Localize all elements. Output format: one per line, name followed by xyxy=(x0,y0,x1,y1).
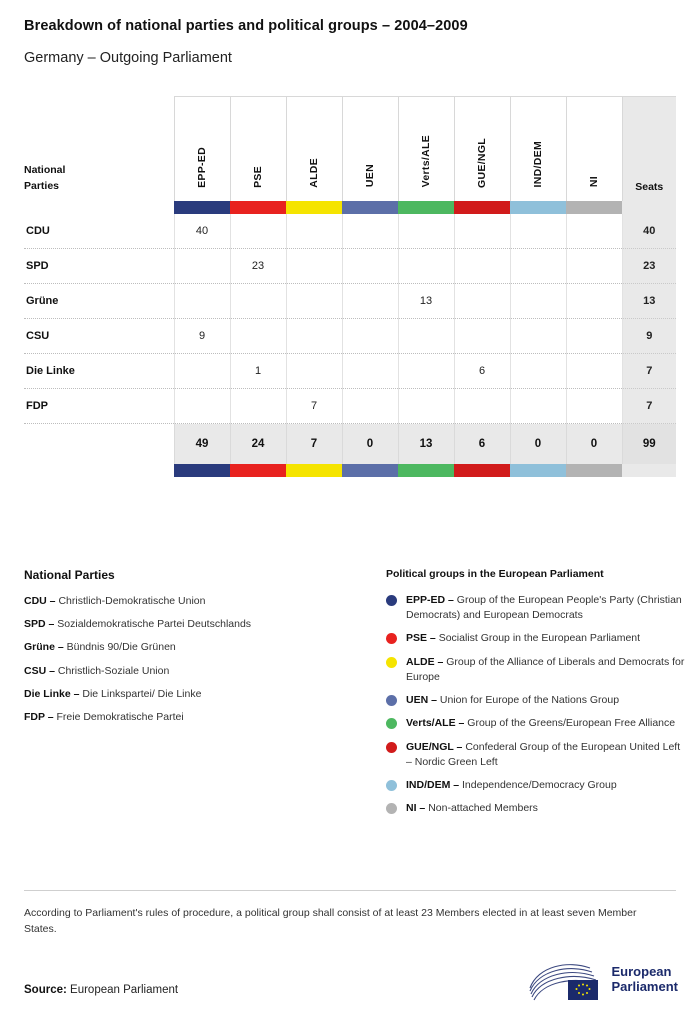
legend-group-item xyxy=(386,778,686,793)
seat-count-cell xyxy=(174,284,230,319)
legend-color-dot-icon xyxy=(386,695,397,706)
legend-group-abbr: IND/DEM – xyxy=(406,778,460,791)
color-strip-ind-dem xyxy=(510,201,566,214)
table-row xyxy=(24,249,676,284)
row-total-cell: 23 xyxy=(622,249,676,284)
legend-party-item xyxy=(24,594,364,609)
party-name-cell: Grüne xyxy=(24,284,174,319)
seat-count-cell xyxy=(454,319,510,354)
color-strip-uen xyxy=(342,201,398,214)
legend-group-abbr: EPP-ED – xyxy=(406,594,454,606)
column-header-ni xyxy=(566,97,622,201)
seat-count-cell: 13 xyxy=(398,284,454,319)
seat-count-cell xyxy=(566,249,622,284)
legend-party-name: Sozialdemokratische Partei Deutschlands xyxy=(57,618,252,631)
column-total-cell: 0 xyxy=(566,424,622,464)
seat-count-cell: 6 xyxy=(454,354,510,389)
seat-count-cell xyxy=(230,284,286,319)
color-strip-uen xyxy=(342,464,398,477)
legend-party-abbr: CDU – xyxy=(24,595,56,607)
table-row xyxy=(24,284,676,319)
legend-group-name: Independence/Democracy Group xyxy=(462,778,617,791)
column-header-label: EPP-ED xyxy=(196,146,208,188)
color-strip-alde xyxy=(286,201,342,214)
seat-count-cell xyxy=(342,284,398,319)
legend-group-text xyxy=(406,693,619,708)
column-header-verts-ale xyxy=(398,97,454,201)
seat-count-cell xyxy=(454,214,510,249)
table-row xyxy=(24,389,676,424)
color-strip-pse xyxy=(230,464,286,477)
legend-groups-title: Political groups in the European Parliament xyxy=(386,568,604,580)
ep-logo-line1: European xyxy=(611,964,672,980)
legend-group-abbr: UEN – xyxy=(406,694,437,707)
total-row-spacer xyxy=(24,424,174,464)
table-row xyxy=(24,214,676,249)
legend-group-abbr: GUE/NGL – xyxy=(406,740,463,753)
breakdown-table xyxy=(24,96,676,477)
legend-group-item xyxy=(386,655,686,685)
source-value: European Parliament xyxy=(70,984,179,996)
seat-count-cell xyxy=(286,354,342,389)
seat-count-cell xyxy=(510,354,566,389)
seat-count-cell xyxy=(566,214,622,249)
legend-color-dot-icon xyxy=(386,657,397,668)
seat-count-cell xyxy=(398,319,454,354)
legend-group-item xyxy=(386,716,686,731)
seat-count-cell xyxy=(566,354,622,389)
grand-total-cell: 99 xyxy=(622,424,676,464)
legend-group-abbr: NI – xyxy=(406,802,426,815)
seat-count-cell xyxy=(398,389,454,424)
seat-count-cell xyxy=(342,389,398,424)
legend-group-text xyxy=(406,593,686,623)
legend-political-groups xyxy=(386,568,686,824)
row-total-cell: 7 xyxy=(622,354,676,389)
legend-party-abbr: Die Linke – xyxy=(24,687,80,700)
legend-party-abbr: FDP – xyxy=(24,711,54,724)
column-header-uen xyxy=(342,97,398,201)
legend-group-abbr: PSE – xyxy=(406,632,436,645)
ep-logo-line2: Parliament xyxy=(611,979,678,994)
color-strip-epp-ed xyxy=(174,201,230,214)
color-strip-verts-ale xyxy=(398,201,454,214)
party-name-cell: CDU xyxy=(24,214,174,249)
seat-count-cell: 40 xyxy=(174,214,230,249)
legend-group-item xyxy=(386,631,686,646)
legend-party-abbr: Grüne – xyxy=(24,641,64,654)
color-strip-top xyxy=(24,201,676,214)
row-total-cell: 7 xyxy=(622,389,676,424)
source-label: Source: xyxy=(24,984,67,996)
seat-count-cell xyxy=(454,389,510,424)
column-total-cell: 7 xyxy=(286,424,342,464)
legend-party-item xyxy=(24,710,364,725)
column-total-cell: 49 xyxy=(174,424,230,464)
party-name-cell: SPD xyxy=(24,249,174,284)
legend-group-name: Group of the Alliance of Liberals and Democrats for Europe xyxy=(406,655,685,683)
row-header-line2: Parties xyxy=(24,180,60,193)
party-name-cell: FDP xyxy=(24,389,174,424)
seat-count-cell: 1 xyxy=(230,354,286,389)
seat-count-cell xyxy=(510,249,566,284)
column-header-label: ALDE xyxy=(308,157,320,188)
legend-group-name: Union for Europe of the Nations Group xyxy=(439,694,620,707)
color-strip-gue-ngl xyxy=(454,464,510,477)
seat-count-cell xyxy=(510,214,566,249)
legend-party-name: Die Linkspartei/ Die Linke xyxy=(82,687,202,700)
legend-group-name: Group of the Greens/European Free Alliance xyxy=(467,717,676,730)
seat-count-cell: 7 xyxy=(286,389,342,424)
seat-count-cell xyxy=(454,249,510,284)
seat-count-cell: 9 xyxy=(174,319,230,354)
legend-group-text xyxy=(406,778,617,793)
column-header-label: IND/DEM xyxy=(532,141,544,188)
seats-column-header xyxy=(622,97,676,201)
seat-count-cell xyxy=(286,214,342,249)
seat-count-cell xyxy=(398,354,454,389)
column-header-label: NI xyxy=(588,176,600,188)
legend-color-dot-icon xyxy=(386,718,397,729)
color-strip-spacer xyxy=(24,201,174,214)
seat-count-cell xyxy=(566,389,622,424)
legend-group-text xyxy=(406,801,538,816)
seat-count-cell xyxy=(510,284,566,319)
table-row xyxy=(24,319,676,354)
seat-count-cell xyxy=(174,389,230,424)
seat-count-cell xyxy=(286,284,342,319)
column-total-cell: 0 xyxy=(510,424,566,464)
table-row xyxy=(24,354,676,389)
legend-party-name: Bündnis 90/Die Grünen xyxy=(66,641,176,654)
page-subtitle: Germany – Outgoing Parliament xyxy=(24,50,232,66)
color-strip-seats xyxy=(622,464,676,477)
legend-group-abbr: Verts/ALE – xyxy=(406,717,465,730)
ep-flag-icon xyxy=(528,958,604,1002)
footnote: According to Parliament's rules of procedure, a political group shall consist of at least 23 Members elected in at least seven Member States. xyxy=(24,907,637,935)
legend-party-item xyxy=(24,617,364,632)
color-strip-ni xyxy=(566,201,622,214)
seat-count-cell xyxy=(286,319,342,354)
seat-count-cell: 23 xyxy=(230,249,286,284)
column-header-pse xyxy=(230,97,286,201)
seats-header-label: Seats xyxy=(635,180,664,193)
color-strip-pse xyxy=(230,201,286,214)
seat-count-cell xyxy=(454,284,510,319)
seat-count-cell xyxy=(174,354,230,389)
legend-party-abbr: SPD – xyxy=(24,618,55,631)
legend-group-abbr: ALDE – xyxy=(406,655,444,668)
european-parliament-logo xyxy=(528,958,678,1002)
legend-group-item xyxy=(386,740,686,770)
seat-count-cell xyxy=(510,389,566,424)
column-header-alde xyxy=(286,97,342,201)
legend-color-dot-icon xyxy=(386,780,397,791)
legend-national-parties xyxy=(24,568,364,733)
color-strip-verts-ale xyxy=(398,464,454,477)
legend-group-item xyxy=(386,801,686,816)
legend-party-name: Christlich-Demokratische Union xyxy=(58,595,206,607)
legend-group-text xyxy=(406,740,686,770)
legend-party-item xyxy=(24,640,364,655)
legend-party-name: Freie Demokratische Partei xyxy=(56,711,184,724)
color-strip-ind-dem xyxy=(510,464,566,477)
legend-group-text xyxy=(406,631,640,646)
legend-party-item xyxy=(24,687,364,702)
seat-count-cell xyxy=(398,249,454,284)
color-strip-bottom xyxy=(24,464,676,477)
seat-count-cell xyxy=(566,284,622,319)
seat-count-cell xyxy=(230,214,286,249)
color-strip-spacer xyxy=(24,464,174,477)
column-header-ind-dem xyxy=(510,97,566,201)
table-total-row xyxy=(24,424,676,464)
color-strip-alde xyxy=(286,464,342,477)
seat-count-cell xyxy=(398,214,454,249)
column-total-cell: 0 xyxy=(342,424,398,464)
column-header-label: UEN xyxy=(364,164,376,188)
column-header-label: GUE/NGL xyxy=(476,137,488,188)
legend-color-dot-icon xyxy=(386,742,397,753)
row-total-cell: 13 xyxy=(622,284,676,319)
legend-party-item xyxy=(24,664,364,679)
ep-logo-text xyxy=(612,965,678,995)
seat-count-cell xyxy=(342,214,398,249)
legend-group-item xyxy=(386,593,686,623)
legend-group-text xyxy=(406,655,686,685)
color-strip-gue-ngl xyxy=(454,201,510,214)
column-header-label: PSE xyxy=(252,165,264,188)
legend-party-abbr: CSU – xyxy=(24,664,55,677)
seat-count-cell xyxy=(342,319,398,354)
party-name-cell: Die Linke xyxy=(24,354,174,389)
seat-count-cell xyxy=(174,249,230,284)
column-total-cell: 24 xyxy=(230,424,286,464)
legend-group-text xyxy=(406,716,675,731)
row-total-cell: 9 xyxy=(622,319,676,354)
column-total-cell: 13 xyxy=(398,424,454,464)
color-strip-seats xyxy=(622,201,676,214)
legend-group-name: Non-attached Members xyxy=(428,802,538,815)
seat-count-cell xyxy=(342,354,398,389)
legend-color-dot-icon xyxy=(386,595,397,606)
column-header-gue-ngl xyxy=(454,97,510,201)
row-header-label xyxy=(24,97,174,201)
footer-divider xyxy=(24,890,676,891)
column-total-cell: 6 xyxy=(454,424,510,464)
seat-count-cell xyxy=(230,389,286,424)
legend-color-dot-icon xyxy=(386,633,397,644)
legend-parties-title: National Parties xyxy=(24,568,115,582)
row-total-cell: 40 xyxy=(622,214,676,249)
color-strip-epp-ed xyxy=(174,464,230,477)
column-header-label: Verts/ALE xyxy=(420,135,432,188)
legend-group-name: Socialist Group in the European Parliament xyxy=(438,632,641,645)
page-title: Breakdown of national parties and political groups – 2004–2009 xyxy=(24,18,468,34)
legend-group-item xyxy=(386,693,686,708)
table-header-row xyxy=(24,97,676,201)
source-line xyxy=(24,984,178,996)
legend-group-name: Confederal Group of the European United Left – Nordic Green Left xyxy=(406,740,681,768)
seat-count-cell xyxy=(510,319,566,354)
party-name-cell: CSU xyxy=(24,319,174,354)
legend-color-dot-icon xyxy=(386,803,397,814)
legend-party-name: Christlich-Soziale Union xyxy=(57,664,170,677)
seat-count-cell xyxy=(286,249,342,284)
row-header-line1: National xyxy=(24,163,66,176)
color-strip-ni xyxy=(566,464,622,477)
column-header-epp-ed xyxy=(174,97,230,201)
seat-count-cell xyxy=(566,319,622,354)
seat-count-cell xyxy=(342,249,398,284)
legend-group-name: Group of the European People's Party (Christian Democrats) and European Democrats xyxy=(406,594,682,622)
seat-count-cell xyxy=(230,319,286,354)
